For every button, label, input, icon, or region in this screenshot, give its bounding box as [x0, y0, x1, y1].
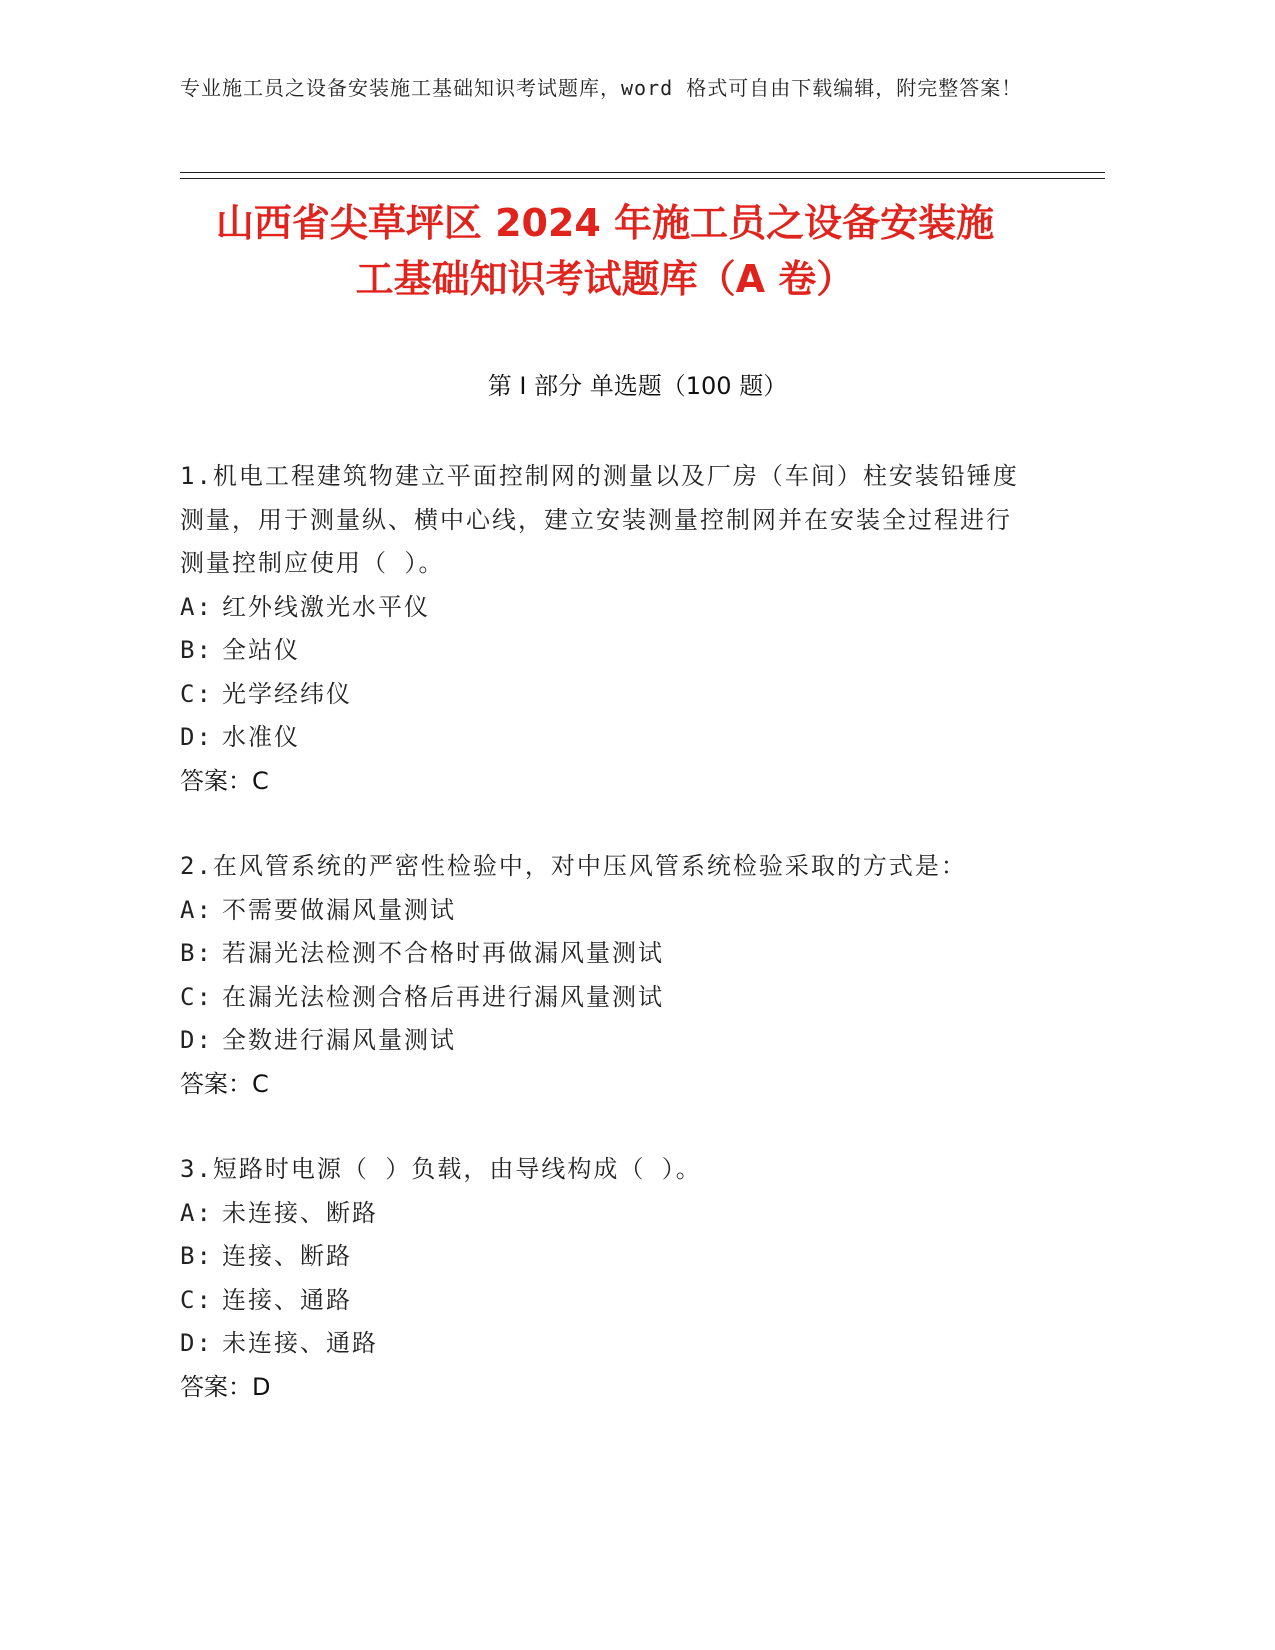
option-d [180, 716, 1020, 760]
option-letter: A: [180, 592, 213, 621]
question-list [180, 455, 1020, 1451]
option-c [180, 976, 1020, 1020]
option-d [180, 1322, 1020, 1366]
document-title [150, 195, 1060, 307]
document-title-line-1: 山西省尖草坪区 2024 年施工员之设备安装施 [215, 201, 995, 245]
option-d [180, 1019, 1020, 1063]
answer-line [180, 760, 1020, 804]
option-text: 红外线激光水平仪 [222, 592, 430, 621]
option-text: 连接、断路 [222, 1242, 352, 1270]
option-letter: D: [180, 1329, 213, 1357]
option-letter: D: [180, 723, 213, 751]
answer-value: C [252, 1069, 269, 1098]
option-text: 未连接、通路 [222, 1329, 378, 1357]
question-3 [180, 1148, 1020, 1409]
option-text: 若漏光法检测不合格时再做漏风量测试 [222, 939, 664, 967]
header-rule-top [180, 172, 1105, 173]
option-a [180, 1192, 1020, 1236]
option-c [180, 1279, 1020, 1323]
question-2 [180, 845, 1020, 1106]
answer-line [180, 1366, 1020, 1410]
option-letter: A: [180, 1198, 213, 1227]
question-stem: 1.机电工程建筑物建立平面控制网的测量以及厂房（车间）柱安装铅锤度测量，用于测量纵、横中心线，建立安装测量控制网并在安装全过程进行测量控制应使用（ ）。 [180, 462, 1019, 577]
option-text: 未连接、断路 [222, 1198, 378, 1227]
option-letter: C: [180, 1285, 213, 1314]
option-b [180, 629, 1020, 673]
option-letter: A: [180, 895, 213, 924]
option-letter: B: [180, 1242, 213, 1270]
section-title: 第 I 部分 单选题（100 题） [487, 372, 788, 400]
answer-value: C [252, 766, 269, 795]
option-text: 光学经纬仪 [222, 679, 352, 708]
header-note: 专业施工员之设备安装施工基础知识考试题库，word 格式可自由下载编辑，附完整答案！ [180, 76, 1023, 100]
option-a [180, 889, 1020, 933]
option-letter: B: [180, 636, 213, 664]
document-title-line-2: 工基础知识考试题库（A 卷） [355, 257, 855, 301]
option-text: 不需要做漏风量测试 [222, 895, 456, 924]
option-letter: C: [180, 982, 213, 1011]
option-letter: B: [180, 939, 213, 967]
answer-value: D [252, 1372, 271, 1401]
option-c [180, 673, 1020, 717]
option-text: 水准仪 [222, 723, 300, 751]
option-b [180, 1235, 1020, 1279]
header-rule-bottom [180, 178, 1105, 179]
answer-prefix: 答案： [180, 766, 252, 795]
question-stem: 3.短路时电源（ ）负载，由导线构成（ ）。 [180, 1155, 702, 1183]
option-letter: D: [180, 1026, 213, 1054]
option-text: 连接、通路 [222, 1285, 352, 1314]
question-1 [180, 455, 1020, 803]
option-text: 在漏光法检测合格后再进行漏风量测试 [222, 982, 664, 1011]
option-text: 全数进行漏风量测试 [222, 1026, 456, 1054]
option-letter: C: [180, 679, 213, 708]
answer-line [180, 1063, 1020, 1107]
answer-prefix: 答案： [180, 1372, 252, 1401]
option-a [180, 586, 1020, 630]
option-b [180, 932, 1020, 976]
answer-prefix: 答案： [180, 1069, 252, 1098]
question-stem: 2.在风管系统的严密性检验中，对中压风管系统检验采取的方式是： [180, 852, 967, 880]
option-text: 全站仪 [222, 636, 300, 664]
